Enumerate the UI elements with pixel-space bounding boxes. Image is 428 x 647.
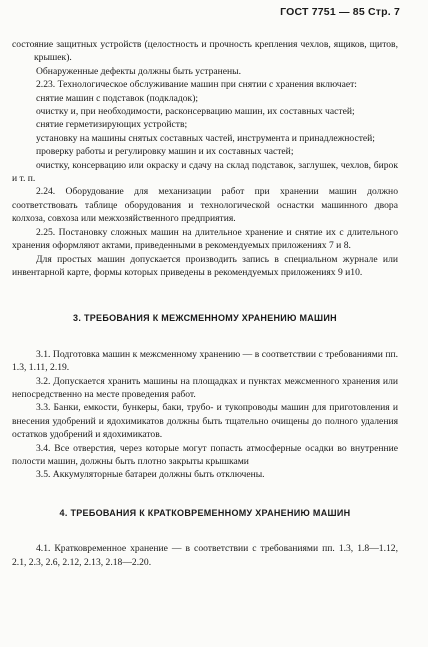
page-header: ГОСТ 7751 — 85 Стр. 7 (280, 6, 400, 18)
paragraph: 3.1. Подготовка машин к межсменному хранению — в соответствии с требованиями пп. 1.3, 1.11, 2.19. (12, 348, 398, 374)
paragraph: Обнаруженные дефекты должны быть устранены. (36, 65, 242, 77)
paragraph: снятие герметизирующих устройств; (36, 119, 188, 131)
paragraph: 4.1. Кратковременное хранение — в соответствии с требованиями пп. 1.3, 1.8—1.12, 2.1, 2.3, 2.6, 2.12, 2.13, 2.18—2.20. (12, 543, 398, 568)
paragraph: Для простых машин допускается производить запись в специальном журнале или инвентарной карте, формы которых приведены в рекомендуемых приложениях 9 и10. (12, 253, 398, 278)
paragraph: проверку работы и регулировку машин и их составных частей; (36, 146, 294, 158)
section-heading: 3. ТРЕБОВАНИЯ К МЕЖСМЕННОМУ ХРАНЕНИЮ МАШИН (73, 313, 337, 324)
paragraph: очистку, консервацию или окраску и сдачу на склад подставок, заглушек, чехлов, бирок и т. п. (12, 159, 398, 185)
paragraph: состояние защитных устройств (целостность и прочность крепления чехлов, ящиков, щитов, крышек). (12, 39, 398, 64)
section-heading: 4. ТРЕБОВАНИЯ К КРАТКОВРЕМЕННОМУ ХРАНЕНИЮ МАШИН (59, 507, 351, 518)
paragraph: снятие машин с подставок (подкладок); (36, 92, 199, 104)
paragraph: 2.25. Постановку сложных машин на длительное хранение и снятие их с длительного хранения оформляют актами, приведенными в рекомендуемых приложениях 7 и 8. (12, 226, 398, 252)
paragraph: 3.4. Все отверстия, через которые могут попасть атмосферные осадки во внутренние полости машин, должны быть плотно закрыты крышками (12, 442, 398, 467)
page-content (12, 38, 398, 569)
paragraph: 3.2. Допускается хранить машины на площадках и пунктах межсменного хранения или непосредственно на месте проведения работ. (12, 375, 398, 400)
paragraph: 3.3. Банки, емкости, бункеры, баки, трубо- и тукопроводы машин для приготовления и внесения удобрений и ядохимикатов должны быть тщательно очищены до полного удаления остатков удобрений и ядохимикатов. (12, 402, 398, 441)
paragraph: установку на машины снятых составных частей, инструмента и принадлежностей; (36, 132, 375, 144)
paragraph: очистку и, при необходимости, расконсервацию машин, их составных частей; (36, 106, 355, 118)
paragraph: 2.23. Технологическое обслуживание машин при снятии с хранения включает: (36, 79, 357, 91)
paragraph: 2.24. Оборудование для механизации работ при хранении машин должно соответствовать таблице оборудования и технологической оснастки машинного двора колхоза, совхоза или межхозяйственного предприятия. (12, 186, 398, 225)
paragraph: 3.5. Аккумуляторные батареи должны быть отключены. (36, 469, 265, 481)
